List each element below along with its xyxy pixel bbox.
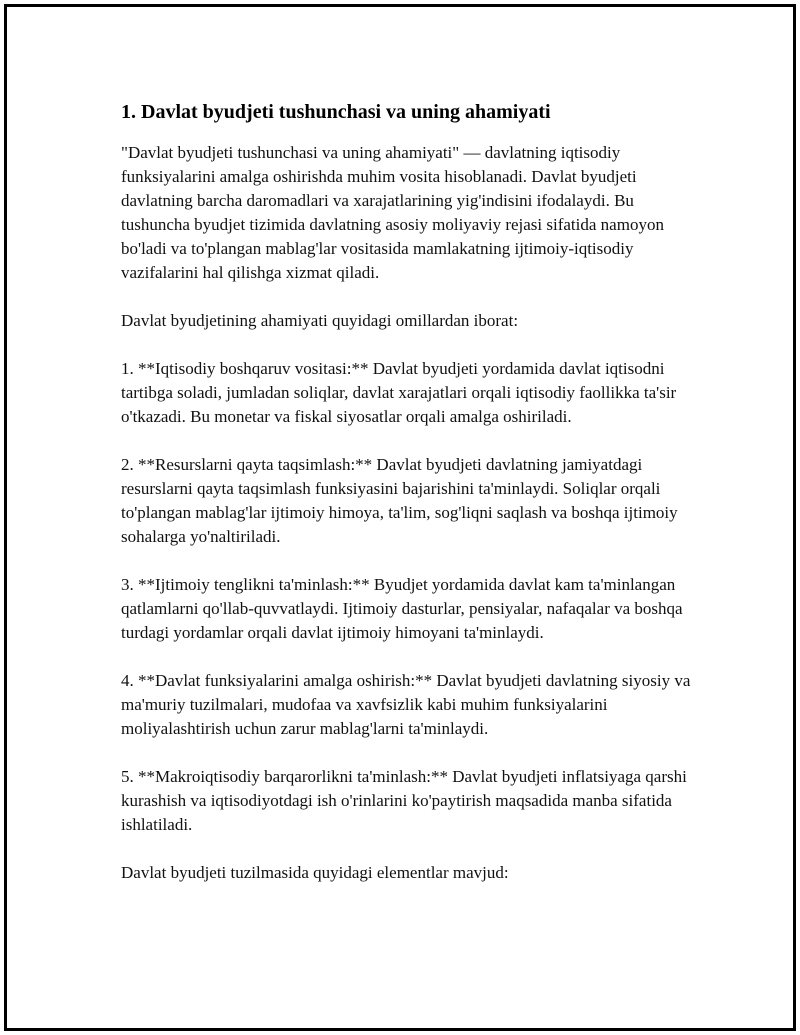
list-item-state-functions: 4. **Davlat funksiyalarini amalga oshirish:** Davlat byudjeti davlatning siyosiy va ma'muriy tuzilmalari, mudofaa va xavfsizlik kabi muhim funksiyalarini moliyalashtirish uchun zarur mablag'larni ta'minlaydi.	[121, 671, 691, 738]
list-item-social-equality: 3. **Ijtimoiy tenglikni ta'minlash:** Byudjet yordamida davlat kam ta'minlangan qatlamlarni qo'llab-quvvatlaydi. Ijtimoiy dasturlar, pensiyalar, nafaqalar va boshqa turdagi yordamlar orqali davlat ijtimoiy himoyani ta'minlaydi.	[121, 575, 683, 642]
document-body	[121, 99, 693, 909]
importance-lead-paragraph: Davlat byudjetining ahamiyati quyidagi omillardan iborat:	[121, 311, 519, 330]
intro-paragraph: "Davlat byudjeti tushunchasi va uning ahamiyati" — davlatning iqtisodiy funksiyalarini amalga oshirishda muhim vosita hisoblanadi. Davlat byudjeti davlatning barcha daromadlari va xarajatlarining yig'indisini ifodalaydi. Bu tushuncha byudjet tizimida davlatning asosiy moliyaviy rejasi sifatida namoyon bo'ladi va to'plangan mablag'lar vositasida mamlakatning ijtimoiy-iqtisodiy vazifalarini hal qilishga xizmat qiladi.	[121, 143, 664, 282]
list-item-macroeconomic-stability: 5. **Makroiqtisodiy barqarorlikni ta'minlash:** Davlat byudjeti inflatsiyaga qarshi kurashish va iqtisodiyotdagi ish o'rinlarini ko'paytirish maqsadida manba sifatida ishlatiladi.	[121, 767, 687, 834]
list-item-economic-management: 1. **Iqtisodiy boshqaruv vositasi:** Davlat byudjeti yordamida davlat iqtisodni tartibga soladi, jumladan soliqlar, davlat xarajatlari orqali iqtisodiy faollikka ta'sir o'tkazadi. Bu monetar va fiskal siyosatlar orqali amalga oshiriladi.	[121, 359, 677, 426]
section-heading: 1. Davlat byudjeti tushunchasi va uning ahamiyati	[121, 101, 551, 123]
structure-lead-paragraph: Davlat byudjeti tuzilmasida quyidagi elementlar mavjud:	[121, 863, 509, 882]
page-frame	[4, 4, 796, 1031]
list-item-resource-redistribution: 2. **Resurslarni qayta taqsimlash:** Davlat byudjeti davlatning jamiyatdagi resurslarni qayta taqsimlash funksiyasini bajarishini ta'minlaydi. Soliqlar orqali to'plangan mablag'lar ijtimoiy himoya, ta'lim, sog'liqni saqlash va boshqa ijtimoiy sohalarga yo'naltiriladi.	[121, 455, 678, 546]
